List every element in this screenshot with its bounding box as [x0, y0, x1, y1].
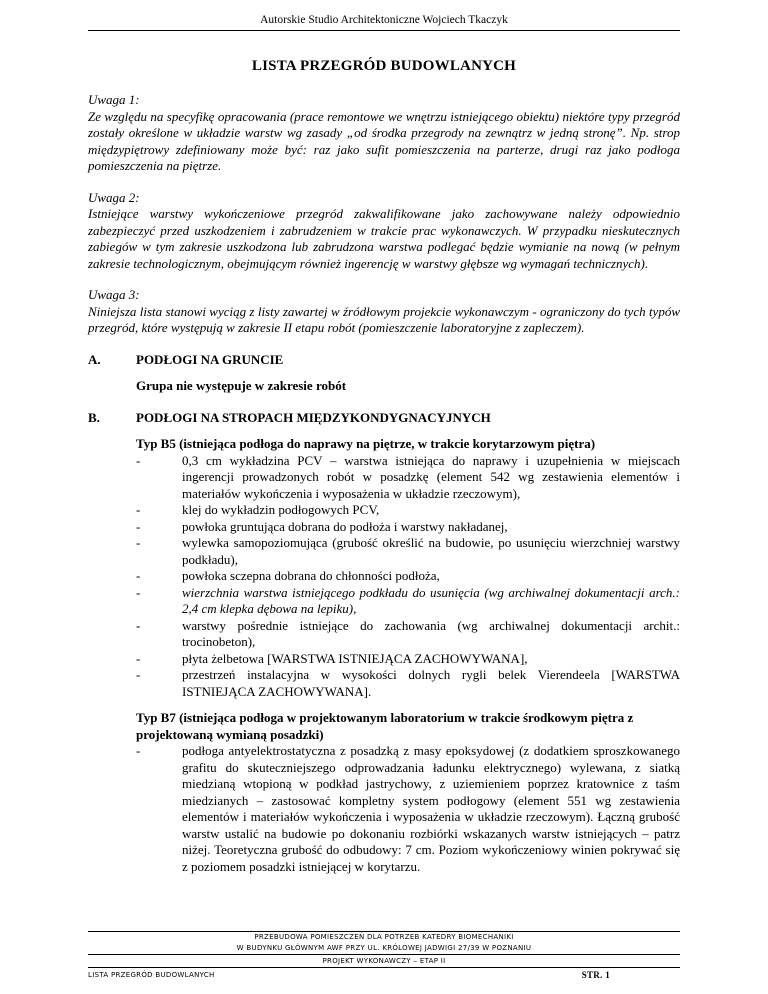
note-label: Uwaga 2:	[88, 189, 140, 205]
list-item: - wylewka samopoziomująca (grubość określić na budowie, po usunięciu wierzchniej warstwy podkładu),	[136, 535, 680, 567]
note-3	[88, 287, 680, 337]
footer-line: PROJEKT WYKONAWCZY – ETAP II	[88, 955, 680, 968]
page-header: Autorskie Studio Architektoniczne Wojciech Tkaczyk	[88, 13, 680, 31]
list-item: - wierzchnia warstwa istniejącego podkładu do usunięcia (wg archiwalnej dokumentacji arch.: 2,4 cm klepka dębowa na lepiku),	[136, 584, 680, 616]
type-b7	[136, 710, 680, 875]
list-item: - 0,3 cm wykładzina PCV – warstwa istniejąca do naprawy i uzupełnienia w miejscach ingerencji prowadzonych robót w posadzkę (element 542 wg zestawienia elementów i materiałów wykończenia i wyposażenia w układzie rzeczowym),	[136, 452, 680, 501]
note-label: Uwaga 1:	[88, 92, 140, 107]
note-text: Niniejsza lista stanowi wyciąg z listy zawartej w źródłowym projekcie wykonawczym - ograniczony do tych typów przegród, które występują w zakresie II etapu robót (pomieszczenie laboratoryjne z zapleczem).	[88, 303, 680, 335]
footer-line: PRZEBUDOWA POMIESZCZEŃ DLA POTRZEB KATEDRY BIOMECHANIKI	[254, 933, 514, 941]
section-letter: A.	[88, 351, 101, 367]
note-text: Istniejące warstwy wykończeniowe przegród zakwalifikowane jako zachowywane należy odpowiednio zabezpieczyć przed uszkodzeniem i zabrudzeniem w trakcie prac wykonawczych. W przypadku nieskutecznych zabiegów w tym zakresie uszkodzona lub zabrudzona warstwa podlegać będzie wymianie na nową (w pełnym zakresie technologicznym, obejmującym również ingerencję w warstwy głębsze wg wymagań technicznych).	[88, 206, 680, 271]
document-title: LISTA PRZEGRÓD BUDOWLANYCH	[251, 58, 517, 74]
note-text: Ze względu na specyfikę opracowania (prace remontowe we wnętrzu istniejącego obiektu) niektóre typy przegród zostały określone w układzie warstw wg zasady „od środka przegrody na zewnątrz w jedną stronę”. Np. strop międzypiętrowy zdefiniowany może być: raz jako sufit pomieszczenia na parterze, drugi raz jako podłoga pomieszczenia na piętrze.	[88, 108, 680, 173]
layer-list	[136, 453, 680, 701]
footer-bottom-row	[88, 968, 680, 980]
type-title: Typ B7 (istniejąca podłoga w projektowanym laboratorium w trakcie środkowym piętra z projektowaną wymianą posadzki)	[136, 710, 634, 742]
document-body	[88, 92, 680, 875]
footer-line: W BUDYNKU GŁÓWNYM AWF PRZY UL. KRÓLOWEJ JADWIGI 27/39 W POZNANIU	[88, 942, 680, 955]
page-footer	[88, 931, 680, 980]
list-item: - powłoka gruntująca dobrana do podłoża i warstwy nakładanej,	[136, 518, 508, 534]
note-label: Uwaga 3:	[88, 287, 140, 302]
note-2	[88, 190, 680, 273]
list-item: - powłoka sczepna dobrana do chłonności podłoża,	[136, 568, 440, 583]
section-a-subtitle: Grupa nie występuje w zakresie robót	[136, 378, 347, 393]
list-item: - warstwy pośrednie istniejące do zachowania (wg archiwalnej dokumentacji archit.: trocinobeton),	[136, 617, 680, 649]
list-item: - klej do wykładzin podłogowych PCV,	[136, 502, 380, 517]
layer-list	[136, 743, 680, 875]
section-title: PODŁOGI NA STROPACH MIĘDZYKONDYGNACYJNYCH	[136, 409, 491, 425]
list-item: - przestrzeń instalacyjna w wysokości dolnych rygli belek Vierendeela [WARSTWA ISTNIEJĄCA ZACHOWYWANA].	[136, 667, 680, 699]
note-1	[88, 92, 680, 175]
list-item: - podłoga antyelektrostatyczna z posadzką z masy epoksydowej (z dodatkiem sproszkowanego grafitu do skuteczniejszego odprowadzania ładunku elektrycznego) wylewana, z siatką miedzianą wtopioną w podkład jastrychowy, z uziemieniem poprzez kratownice z taśm miedzianych – zastosować kompletny system podłogowy (element 551 wg zestawienia elementów i materiałów wykończenia i wyposażenia w układzie rzeczowym). Łączną grubość warstw ustalić na budowie po dokonaniu rozbiórki wskazanych warstw istniejących – patrz niżej. Teoretyczna grubość do odbudowy: 7 cm. Poziom wykończeniowy winien pokrywać się z poziomem posadzki istniejącej w korytarzu.	[136, 743, 680, 874]
section-title: PODŁOGI NA GRUNCIE	[136, 351, 284, 367]
section-a-heading	[88, 352, 680, 369]
section-letter: B.	[88, 409, 100, 425]
section-b-heading	[88, 410, 680, 427]
footer-document-name: LISTA PRZEGRÓD BUDOWLANYCH	[88, 971, 215, 979]
type-title: Typ B5 (istniejąca podłoga do naprawy na piętrze, w trakcie korytarzowym piętra)	[136, 436, 596, 451]
list-item: - płyta żelbetowa [WARSTWA ISTNIEJĄCA ZACHOWYWANA],	[136, 650, 528, 666]
page-number: STR. 1	[581, 970, 610, 980]
type-b5	[136, 436, 680, 700]
